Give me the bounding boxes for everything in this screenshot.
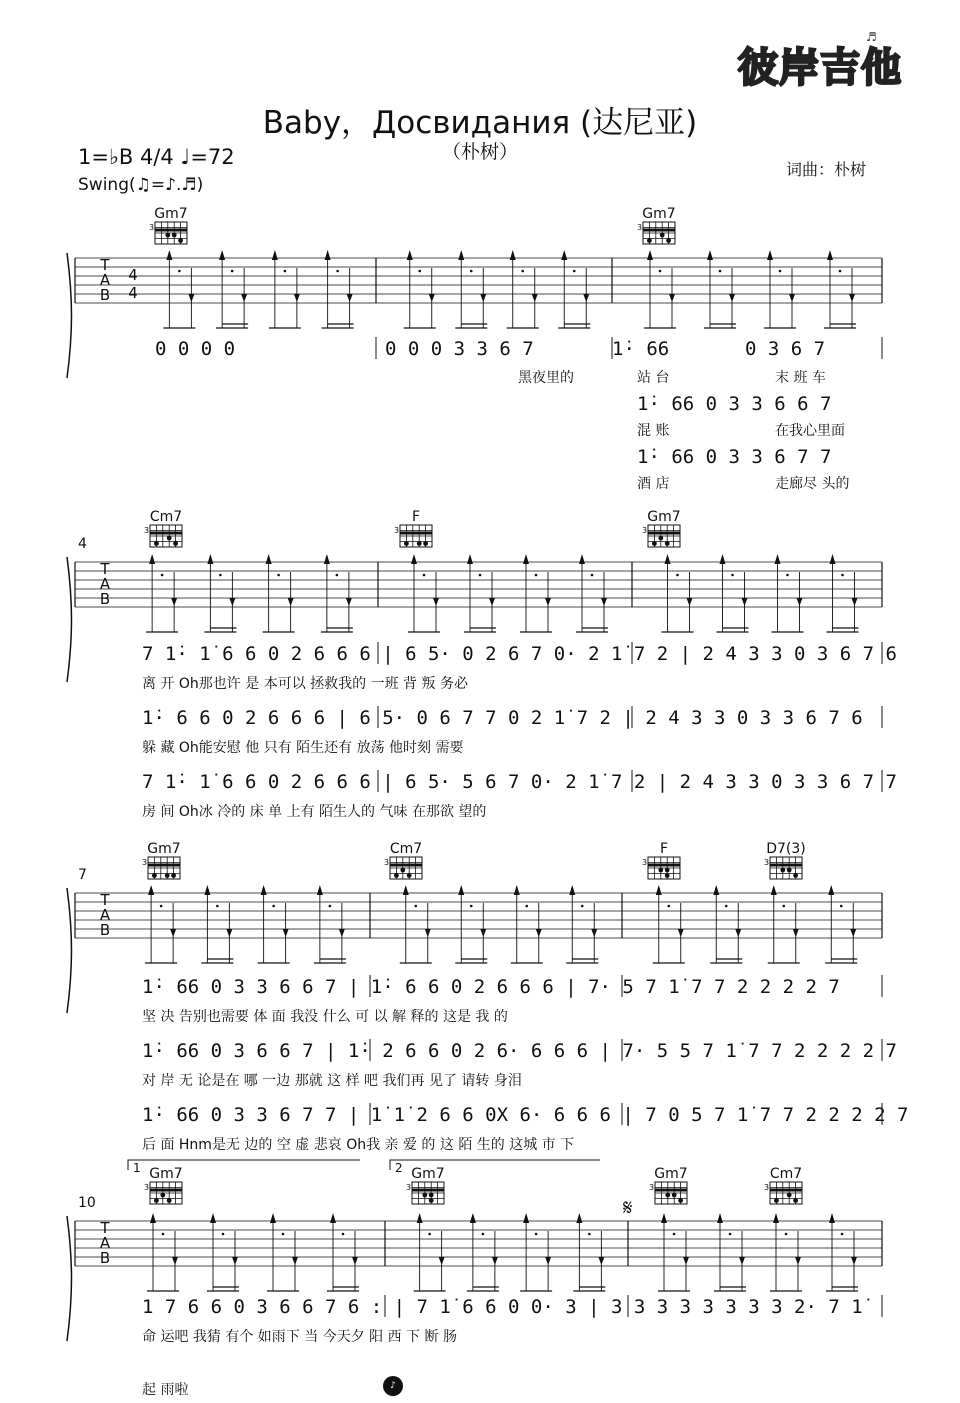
strum-up-arrow — [150, 1213, 156, 1223]
strum-down-arrow — [687, 598, 693, 606]
strum-up-arrow — [324, 554, 330, 564]
lyric-text: 起 雨啦 — [142, 1382, 189, 1398]
chord-dot — [422, 1193, 427, 1198]
strum-down-arrow — [532, 294, 538, 302]
jianpu-notes: 7 1̇· 1̇ 6 6 0 2 6 6 6 | 6 5· 5 6 7 0· 2 1̇ 7 2 | 2 4 3 3 0 3 3 6 7 7 — [142, 771, 897, 793]
chord-dot — [665, 873, 670, 878]
chord-name: Cm7 — [389, 841, 423, 857]
tab-dot — [470, 270, 473, 273]
song-artist: （朴树） — [441, 141, 518, 163]
chord-dot — [423, 541, 428, 546]
tab-dot — [521, 270, 524, 273]
tab-dot — [482, 1233, 485, 1236]
tab-dot — [535, 574, 538, 577]
chord-dot — [658, 536, 663, 541]
strum-down-arrow — [171, 598, 177, 606]
tab-dot — [535, 1233, 538, 1236]
strum-down-arrow — [283, 929, 289, 937]
strum-up-arrow — [317, 885, 323, 895]
chord-dot — [167, 536, 172, 541]
strum-down-arrow — [347, 294, 353, 302]
tab-dot — [161, 574, 164, 577]
time-signature-top: 4 — [128, 266, 138, 284]
chord-dot — [407, 873, 412, 878]
jianpu-notes: 0 3 6 7 — [745, 338, 826, 360]
swing-marking: Swing(♫=♪.♬) — [78, 175, 204, 195]
chord-fret-number: 3 — [642, 526, 648, 535]
chord-name: Cm7 — [149, 509, 183, 525]
system-brace — [67, 888, 72, 1013]
tab-dot — [782, 905, 785, 908]
strum-down-arrow — [433, 598, 439, 606]
tab-dot — [659, 270, 662, 273]
lyric-text: 站 台 — [637, 370, 670, 386]
chord-dot — [172, 233, 177, 238]
tab-dot — [525, 905, 528, 908]
tab-clef: A — [99, 575, 111, 593]
strum-down-arrow — [729, 294, 735, 302]
tab-dot — [581, 905, 584, 908]
chord-name: Gm7 — [642, 206, 676, 222]
chord-dot — [173, 541, 178, 546]
chord-dot — [171, 873, 176, 878]
tab-dot — [731, 574, 734, 577]
tab-dot — [573, 270, 576, 273]
tab-clef: B — [99, 921, 111, 939]
chord-fret-number: 3 — [642, 858, 648, 867]
tab-dot — [591, 574, 594, 577]
chord-dot — [154, 1198, 159, 1203]
measure-number: 4 — [78, 536, 87, 552]
tab-dot — [841, 1233, 844, 1236]
strum-down-arrow — [849, 294, 855, 302]
jianpu-notes: 1̇· 66 0 3 3 6 7 7 — [637, 446, 832, 468]
jianpu-notes: 1̇· 66 0 3 3 6 7 7 | 1̇ 1̇ 2 6 6 0X 6· 6 6 6 | 7 0 5 7 1̇ 7 7 2 2 2 2 7 — [142, 1104, 909, 1126]
chord-dot — [787, 868, 792, 873]
strum-down-arrow — [480, 294, 486, 302]
chord-dot — [404, 541, 409, 546]
strum-up-arrow — [467, 554, 473, 564]
chord-fret-number: 3 — [394, 526, 400, 535]
chord-fret-number: 3 — [142, 858, 148, 867]
strum-up-arrow — [665, 554, 671, 564]
strum-down-arrow — [536, 929, 542, 937]
strum-up-arrow — [767, 250, 773, 260]
strum-up-arrow — [411, 554, 417, 564]
strum-up-arrow — [561, 250, 567, 260]
chord-fret-number: 3 — [764, 858, 770, 867]
chord-fret-number: 3 — [144, 1183, 150, 1192]
tab-dot — [729, 1233, 732, 1236]
tab-dot — [329, 905, 332, 908]
tab-dot — [277, 574, 280, 577]
tab-dot — [676, 574, 679, 577]
chord-dot — [152, 873, 157, 878]
strum-down-arrow — [598, 1257, 604, 1265]
strum-up-arrow — [576, 1213, 582, 1223]
strum-down-arrow — [232, 1257, 238, 1265]
chord-dot — [165, 233, 170, 238]
strum-up-arrow — [510, 250, 516, 260]
strum-up-arrow — [707, 250, 713, 260]
tab-clef: A — [99, 271, 111, 289]
strum-up-arrow — [210, 1213, 216, 1223]
chord-fret-number: 3 — [764, 1183, 770, 1192]
lyric-text: 在我心里面 — [775, 423, 845, 439]
strum-up-arrow — [261, 885, 267, 895]
strum-down-arrow — [352, 1257, 358, 1265]
chord-dot — [160, 1193, 165, 1198]
jianpu-notes: 7 1̇· 1̇ 6 6 0 2 6 6 6 | 6 5· 0 2 6 7 0· 2 1̇ 7 2 | 2 4 3 3 0 3 6 7 6 — [142, 643, 897, 665]
chord-dot — [178, 238, 183, 243]
chord-name: Gm7 — [411, 1166, 445, 1182]
tab-dot — [178, 270, 181, 273]
segno-sign: 𝄋 — [623, 1196, 633, 1221]
lyric-text: 后 面 Hnm是无 边的 空 虚 悲哀 Oh我 亲 爱 的 这 陌 生的 这城 市 下 — [142, 1137, 575, 1153]
tab-dot — [667, 905, 670, 908]
chord-dot — [665, 868, 670, 873]
tab-dot — [725, 905, 728, 908]
tab-dot — [272, 905, 275, 908]
strum-down-arrow — [545, 598, 551, 606]
tab-dot — [841, 574, 844, 577]
tab-dot — [428, 1233, 431, 1236]
tab-dot — [162, 1233, 165, 1236]
chord-dot — [787, 1193, 792, 1198]
tab-dot — [222, 1233, 225, 1236]
tab-dot — [231, 270, 234, 273]
strum-up-arrow — [523, 1213, 529, 1223]
chord-fret-number: 3 — [384, 858, 390, 867]
tab-dot — [418, 270, 421, 273]
strum-up-arrow — [514, 885, 520, 895]
strum-up-arrow — [458, 885, 464, 895]
lyric-text: 末 班 车 — [775, 370, 826, 386]
strum-down-arrow — [429, 294, 435, 302]
strum-down-arrow — [850, 929, 856, 937]
tab-dot — [284, 270, 287, 273]
volta-number: 1 — [133, 1161, 141, 1175]
jianpu-notes: 1̇· 66 — [612, 338, 670, 360]
strum-down-arrow — [742, 598, 748, 606]
jianpu-notes: 1̇· 66 0 3 6 6 7 | 1̇· 2 6 6 0 2 6· 6 6 6 | 7· 5 5 7 1̇ 7 7 2 2 2 2 7 — [142, 1040, 897, 1062]
time-signature-bottom: 4 — [128, 284, 138, 302]
strum-up-arrow — [407, 250, 413, 260]
tab-dot — [588, 1233, 591, 1236]
strum-up-arrow — [713, 885, 719, 895]
strum-up-arrow — [720, 554, 726, 564]
chord-fret-number: 3 — [406, 1183, 412, 1192]
chord-dot — [678, 1198, 683, 1203]
strum-up-arrow — [330, 1213, 336, 1223]
strum-down-arrow — [735, 929, 741, 937]
site-logo: 彼岸吉他 — [738, 45, 902, 91]
strum-down-arrow — [545, 1257, 551, 1265]
strum-down-arrow — [591, 929, 597, 937]
chord-name: D7(3) — [766, 841, 806, 857]
chord-dot — [154, 541, 159, 546]
strum-down-arrow — [226, 929, 232, 937]
chord-dot — [167, 1198, 172, 1203]
tab-dot — [470, 905, 473, 908]
chord-dot — [429, 1198, 434, 1203]
chord-dot — [793, 1198, 798, 1203]
strum-up-arrow — [829, 1213, 835, 1223]
lyric-text: 混 账 — [637, 423, 670, 439]
strum-down-arrow — [669, 294, 675, 302]
strum-up-arrow — [166, 250, 172, 260]
tab-clef: B — [99, 286, 111, 304]
chord-name: Gm7 — [147, 841, 181, 857]
chord-name: Gm7 — [149, 1166, 183, 1182]
tab-clef: T — [100, 560, 110, 578]
chord-dot — [672, 1193, 677, 1198]
strum-up-arrow — [656, 885, 662, 895]
tab-dot — [779, 270, 782, 273]
strum-up-arrow — [417, 1213, 423, 1223]
strum-up-arrow — [219, 250, 225, 260]
strum-down-arrow — [170, 929, 176, 937]
chord-name: Gm7 — [154, 206, 188, 222]
lyric-text: 黑夜里的 — [518, 370, 574, 386]
tab-clef: T — [100, 1219, 110, 1237]
strum-up-arrow — [775, 554, 781, 564]
chord-dot — [417, 541, 422, 546]
strum-down-arrow — [789, 294, 795, 302]
strum-down-arrow — [601, 598, 607, 606]
strum-up-arrow — [207, 554, 213, 564]
strum-down-arrow — [188, 294, 194, 302]
chord-dot — [658, 868, 663, 873]
tab-dot — [786, 574, 789, 577]
guitar-pick-icon: ♪ — [383, 1376, 403, 1396]
strum-up-arrow — [204, 885, 210, 895]
tab-dot — [785, 1233, 788, 1236]
system-brace — [67, 1216, 72, 1341]
jianpu-notes: 1̇· 66 0 3 3 6 6 7 — [637, 393, 832, 415]
strum-down-arrow — [852, 598, 858, 606]
chord-dot — [660, 233, 665, 238]
tab-dot — [219, 574, 222, 577]
strum-up-arrow — [148, 885, 154, 895]
tab-clef: T — [100, 891, 110, 909]
tab-clef: T — [100, 256, 110, 274]
strum-up-arrow — [773, 1213, 779, 1223]
tab-dot — [840, 905, 843, 908]
chord-dot — [165, 873, 170, 878]
lyric-text: 酒 店 — [637, 476, 670, 492]
strum-up-arrow — [149, 554, 155, 564]
strum-down-arrow — [797, 598, 803, 606]
jianpu-notes: 1 7 6 6 0 3 6 6 7 6 : | 7 1̇ 6 6 0 0· 3 | 3 3 3 3 3 3 3 3 2· 7 1̇ — [142, 1296, 863, 1318]
tab-dot — [216, 905, 219, 908]
tab-dot — [336, 574, 339, 577]
tab-dot — [336, 270, 339, 273]
song-title: Baby，Досвидания (达尼亚) — [262, 105, 698, 141]
chord-dot — [647, 238, 652, 243]
chord-fret-number: 3 — [149, 223, 155, 232]
strum-down-arrow — [739, 1257, 745, 1265]
strum-down-arrow — [241, 294, 247, 302]
system-brace — [67, 253, 72, 378]
strum-up-arrow — [325, 250, 331, 260]
chord-dot — [400, 868, 405, 873]
chord-fret-number: 3 — [144, 526, 150, 535]
tab-dot — [423, 574, 426, 577]
key-tempo: 1=♭B 4/4 ♩=72 — [78, 145, 235, 169]
jianpu-notes: 1̇· 6 6 0 2 6 6 6 | 6 5· 0 6 7 7 0 2 1̇ 7 2 | 2 4 3 3 0 3 3 6 7 6 — [142, 707, 863, 729]
strum-down-arrow — [294, 294, 300, 302]
tab-dot — [673, 1233, 676, 1236]
songwriter-credit: 词曲：朴树 — [786, 160, 867, 179]
chord-dot — [774, 1198, 779, 1203]
jianpu-notes: 0 0 0 0 — [155, 338, 236, 360]
strum-up-arrow — [272, 250, 278, 260]
chord-dot — [780, 868, 785, 873]
strum-up-arrow — [830, 554, 836, 564]
chord-name: Cm7 — [769, 1166, 803, 1182]
measure-number: 7 — [78, 867, 87, 883]
tab-clef: B — [99, 590, 111, 608]
strum-up-arrow — [266, 554, 272, 564]
lyric-text: 房 间 Oh冰 冷的 床 单 上有 陌生人的 气味 在那欲 望的 — [142, 804, 487, 820]
lyric-text: 命 运吧 我猜 有个 如雨下 当 今天夕 阳 西 下 断 肠 — [142, 1329, 457, 1345]
strum-down-arrow — [288, 598, 294, 606]
strum-down-arrow — [425, 929, 431, 937]
strum-up-arrow — [828, 885, 834, 895]
strum-down-arrow — [439, 1257, 445, 1265]
strum-down-arrow — [292, 1257, 298, 1265]
strum-down-arrow — [795, 1257, 801, 1265]
volta-number: 2 — [395, 1161, 403, 1175]
tab-dot — [282, 1233, 285, 1236]
chord-name: Gm7 — [654, 1166, 688, 1182]
strum-up-arrow — [569, 885, 575, 895]
chord-dot — [394, 873, 399, 878]
chord-dot — [665, 1193, 670, 1198]
tab-dot — [342, 1233, 345, 1236]
measure-number: 10 — [78, 1195, 96, 1211]
strum-down-arrow — [172, 1257, 178, 1265]
tab-dot — [839, 270, 842, 273]
strum-down-arrow — [793, 929, 799, 937]
strum-up-arrow — [771, 885, 777, 895]
system-brace — [67, 557, 72, 682]
chord-dot — [665, 541, 670, 546]
chord-dot — [666, 238, 671, 243]
lyric-text: 走廊尽 头的 — [775, 476, 850, 492]
strum-down-arrow — [229, 598, 235, 606]
strum-up-arrow — [403, 885, 409, 895]
strum-down-arrow — [480, 929, 486, 937]
tab-clef: A — [99, 906, 111, 924]
strum-down-arrow — [492, 1257, 498, 1265]
chord-fret-number: 3 — [637, 223, 643, 232]
jianpu-notes: 0 0 0 3 3 6 7 — [385, 338, 534, 360]
tab-dot — [160, 905, 163, 908]
strum-up-arrow — [523, 554, 529, 564]
strum-down-arrow — [346, 598, 352, 606]
chord-name: Gm7 — [647, 509, 681, 525]
chord-dot — [652, 541, 657, 546]
strum-down-arrow — [683, 1257, 689, 1265]
strum-up-arrow — [647, 250, 653, 260]
strum-up-arrow — [270, 1213, 276, 1223]
lyric-text: 对 岸 无 论是在 哪 一边 那就 这 样 吧 我们再 见了 请转 身泪 — [142, 1073, 522, 1089]
lyric-text: 离 开 Oh那也许 是 本可以 拯救我的 一班 背 叛 务必 — [142, 676, 468, 692]
chord-fret-number: 3 — [649, 1183, 655, 1192]
strum-down-arrow — [489, 598, 495, 606]
tab-clef: A — [99, 1234, 111, 1252]
strum-down-arrow — [339, 929, 345, 937]
logo-note-icon: ♬ — [866, 30, 877, 44]
strum-down-arrow — [583, 294, 589, 302]
strum-up-arrow — [470, 1213, 476, 1223]
strum-up-arrow — [579, 554, 585, 564]
strum-up-arrow — [458, 250, 464, 260]
chord-dot — [429, 1193, 434, 1198]
strum-down-arrow — [678, 929, 684, 937]
strum-up-arrow — [661, 1213, 667, 1223]
tab-dot — [719, 270, 722, 273]
lyric-text: 躲 藏 Oh能安慰 他 只有 陌生还有 放荡 他时刻 需要 — [142, 740, 464, 756]
strum-up-arrow — [717, 1213, 723, 1223]
chord-dot — [793, 873, 798, 878]
strum-up-arrow — [827, 250, 833, 260]
tab-clef: B — [99, 1249, 111, 1267]
lyric-text: 坚 决 告别也需要 体 面 我没 什么 可 以 解 释的 这是 我 的 — [142, 1009, 508, 1025]
jianpu-notes: 1̇· 66 0 3 3 6 6 7 | 1̇· 6 6 0 2 6 6 6 | 7· 5 7 1̇ 7 7 2 2 2 2 7 — [142, 976, 840, 998]
tab-dot — [414, 905, 417, 908]
chord-name: F — [411, 509, 421, 525]
tab-dot — [479, 574, 482, 577]
strum-down-arrow — [851, 1257, 857, 1265]
chord-name: F — [659, 841, 669, 857]
